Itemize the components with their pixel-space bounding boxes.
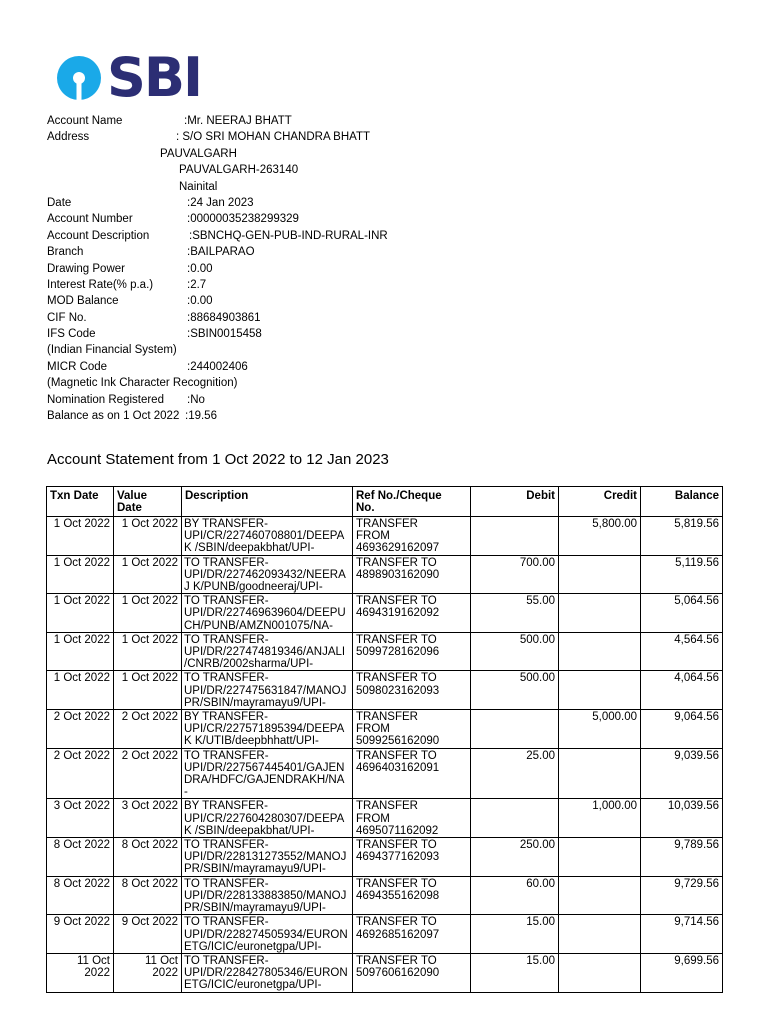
cell-value-date: 9 Oct 2022 [114,915,182,954]
table-row [47,517,723,556]
cell-description: TO TRANSFER- UPI/DR/227474819346/ANJALI /CNRB/2002sharma/UPI- [182,632,353,671]
cell-credit: 1,000.00 [559,799,641,838]
cell-txn-date: 8 Oct 2022 [47,838,114,877]
cell-ref-no: TRANSFER TO 4692685162097 [353,915,471,954]
cell-ref-no: TRANSFER FROM 4693629162097 [353,517,471,556]
info-value: :No [187,393,205,406]
cell-debit: 60.00 [471,876,559,915]
info-label: MOD Balance [47,295,119,308]
info-value: Nainital [179,180,218,193]
cell-txn-date: 11 Oct 2022 [47,953,114,992]
cell-balance: 9,729.56 [641,876,723,915]
info-value: :SBIN0015458 [187,328,262,341]
cell-debit: 250.00 [471,838,559,877]
cell-txn-date: 1 Oct 2022 [47,632,114,671]
cell-debit [471,710,559,749]
info-value: :BAILPARAO [187,246,255,259]
cell-debit: 55.00 [471,594,559,633]
cell-balance: 9,714.56 [641,915,723,954]
table-row [47,555,723,594]
header-balance: Balance [641,487,723,517]
cell-value-date: 1 Oct 2022 [114,517,182,556]
cell-debit: 15.00 [471,953,559,992]
info-value: :2.7 [187,278,207,291]
cell-txn-date: 1 Oct 2022 [47,671,114,710]
table-header-row [47,487,723,517]
cell-ref-no: TRANSFER FROM 4695071162092 [353,799,471,838]
cell-debit: 500.00 [471,632,559,671]
cell-credit: 5,800.00 [559,517,641,556]
cell-description: TO TRANSFER- UPI/DR/228427805346/EURON ETG/ICIC/euronetgpa/UPI- [182,953,353,992]
info-label: CIF No. [47,311,87,324]
cell-debit: 25.00 [471,748,559,799]
cell-credit [559,555,641,594]
info-label: (Indian Financial System) [47,344,177,357]
cell-value-date: 1 Oct 2022 [114,594,182,633]
table-row [47,838,723,877]
info-value: :19.56 [185,410,217,423]
cell-description: TO TRANSFER- UPI/DR/228133883850/MANOJ PR/SBIN/mayramayu9/UPI- [182,876,353,915]
cell-value-date: 2 Oct 2022 [114,710,182,749]
cell-credit [559,915,641,954]
info-value: :244002406 [187,360,248,373]
cell-debit [471,517,559,556]
info-value: :24 Jan 2023 [187,196,254,209]
cell-credit: 5,000.00 [559,710,641,749]
cell-ref-no: TRANSFER TO 5099728162096 [353,632,471,671]
cell-balance: 9,039.56 [641,748,723,799]
info-label: Account Number [47,213,133,226]
logo-text: SBI [107,46,202,109]
cell-value-date: 8 Oct 2022 [114,838,182,877]
info-label: IFS Code [47,328,96,341]
cell-ref-no: TRANSFER TO 4694377162093 [353,838,471,877]
cell-balance: 9,789.56 [641,838,723,877]
info-value: PAUVALGARH-263140 [179,164,299,177]
cell-ref-no: TRANSFER TO 4694355162098 [353,876,471,915]
info-label: Address [47,131,90,144]
cell-txn-date: 8 Oct 2022 [47,876,114,915]
cell-description: TO TRANSFER- UPI/DR/227462093432/NEERA J K/PUNB/goodneeraj/UPI- [182,555,353,594]
info-value: :0.00 [187,295,213,308]
info-label: Drawing Power [47,262,125,275]
cell-description: BY TRANSFER- UPI/CR/227604280307/DEEPA K /SBIN/deepakbhat/UPI- [182,799,353,838]
cell-description: TO TRANSFER- UPI/DR/228131273552/MANOJ PR/SBIN/mayramayu9/UPI- [182,838,353,877]
cell-description: TO TRANSFER- UPI/DR/227567445401/GAJEN DRA/HDFC/GAJENDRAKH/NA - [182,748,353,799]
cell-credit [559,876,641,915]
cell-value-date: 11 Oct 2022 [114,953,182,992]
cell-ref-no: TRANSFER FROM 5099256162090 [353,710,471,749]
cell-credit [559,594,641,633]
table-row [47,710,723,749]
info-label: Branch [47,246,84,259]
cell-credit [559,671,641,710]
cell-debit: 700.00 [471,555,559,594]
table-row [47,915,723,954]
table-row [47,594,723,633]
info-value: : S/O SRI MOHAN CHANDRA BHATT [176,131,371,144]
cell-balance: 4,064.56 [641,671,723,710]
cell-balance: 4,564.56 [641,632,723,671]
cell-txn-date: 1 Oct 2022 [47,555,114,594]
cell-description: TO TRANSFER- UPI/DR/227475631847/MANOJ PR/SBIN/mayramayu9/UPI- [182,671,353,710]
cell-description: TO TRANSFER- UPI/DR/227469639604/DEEPU CH/PUNB/AMZN001075/NA- [182,594,353,633]
cell-value-date: 1 Oct 2022 [114,671,182,710]
header-description: Description [182,487,353,517]
cell-ref-no: TRANSFER TO 4694319162092 [353,594,471,633]
cell-ref-no: TRANSFER TO 5097606162090 [353,953,471,992]
table-row [47,748,723,799]
header-value-date: Value Date [114,487,182,517]
cell-balance: 9,699.56 [641,953,723,992]
info-label: Interest Rate(% p.a.) [47,278,154,291]
info-value: :00000035238299329 [187,213,299,226]
cell-ref-no: TRANSFER TO 4696403162091 [353,748,471,799]
cell-credit [559,838,641,877]
info-value: :88684903861 [187,311,261,324]
info-label: Date [47,196,72,209]
header-credit: Credit [559,487,641,517]
cell-description: BY TRANSFER- UPI/CR/227460708801/DEEPA K /SBIN/deepakbhat/UPI- [182,517,353,556]
cell-value-date: 1 Oct 2022 [114,555,182,594]
cell-balance: 9,064.56 [641,710,723,749]
info-label: Account Description [47,229,150,242]
cell-balance: 5,819.56 [641,517,723,556]
info-label: (Magnetic Ink Character Recognition) [47,377,238,390]
cell-ref-no: TRANSFER TO 4898903162090 [353,555,471,594]
cell-txn-date: 3 Oct 2022 [47,799,114,838]
cell-value-date: 3 Oct 2022 [114,799,182,838]
table-row [47,876,723,915]
cell-txn-date: 9 Oct 2022 [47,915,114,954]
cell-txn-date: 1 Oct 2022 [47,594,114,633]
info-label: Nomination Registered [47,393,164,406]
transactions-body [47,517,723,993]
cell-value-date: 1 Oct 2022 [114,632,182,671]
cell-credit [559,953,641,992]
info-label: Account Name [47,115,123,127]
statement-title: Account Statement from 1 Oct 2022 to 12 Jan 2023 [47,451,389,468]
cell-value-date: 2 Oct 2022 [114,748,182,799]
cell-description: BY TRANSFER- UPI/CR/227571895394/DEEPA K K/UTIB/deepbhhatt/UPI- [182,710,353,749]
cell-txn-date: 2 Oct 2022 [47,748,114,799]
table-row [47,799,723,838]
cell-balance: 10,039.56 [641,799,723,838]
header-txn-date: Txn Date [47,487,114,517]
cell-credit [559,748,641,799]
header-debit: Debit [471,487,559,517]
info-label: Balance as on 1 Oct 2022 [47,410,180,423]
sbi-logo [55,46,202,109]
cell-balance: 5,064.56 [641,594,723,633]
table-row [47,632,723,671]
info-value: PAUVALGARH [160,147,237,160]
cell-credit [559,632,641,671]
cell-debit: 500.00 [471,671,559,710]
cell-description: TO TRANSFER- UPI/DR/228274505934/EURON ETG/ICIC/euronetgpa/UPI- [182,915,353,954]
cell-value-date: 8 Oct 2022 [114,876,182,915]
table-row [47,953,723,992]
header-ref-no: Ref No./Cheque No. [353,487,471,517]
info-value: :SBNCHQ-GEN-PUB-IND-RURAL-INR [189,229,388,242]
info-value: :Mr. NEERAJ BHATT [184,115,292,127]
cell-txn-date: 2 Oct 2022 [47,710,114,749]
cell-balance: 5,119.56 [641,555,723,594]
cell-txn-date: 1 Oct 2022 [47,517,114,556]
cell-ref-no: TRANSFER TO 5098023162093 [353,671,471,710]
cell-debit: 15.00 [471,915,559,954]
info-value: :0.00 [187,262,213,275]
info-label: MICR Code [47,360,108,373]
table-row [47,671,723,710]
transactions-table [46,486,723,993]
cell-debit [471,799,559,838]
sbi-keyhole-logo-icon [55,54,103,102]
